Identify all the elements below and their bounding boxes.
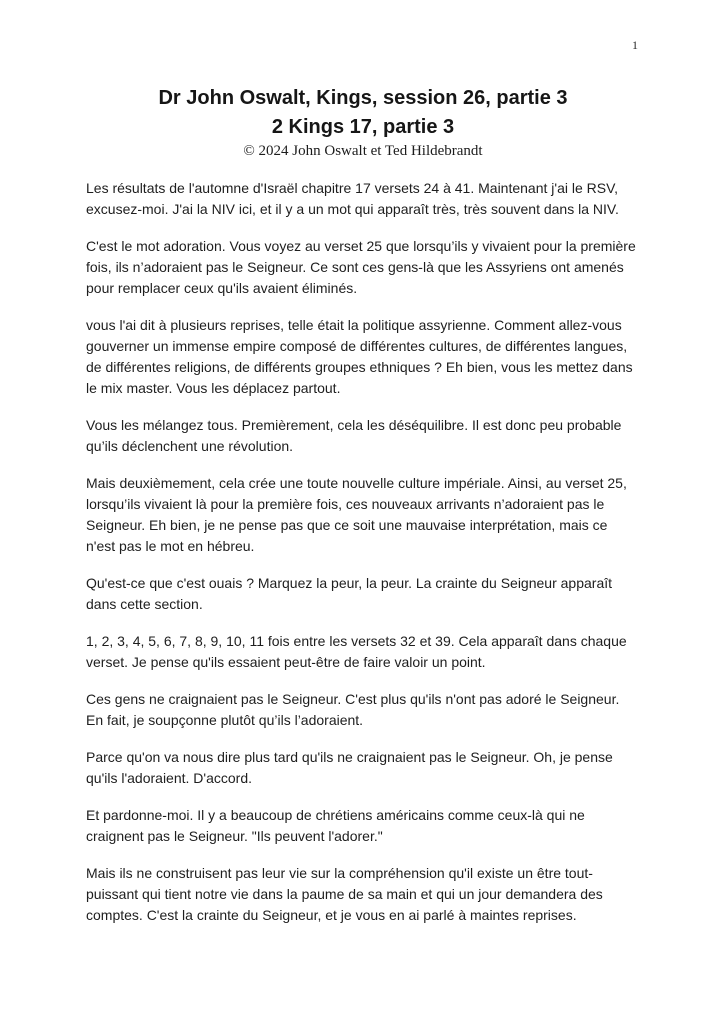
paragraph: Parce qu'on va nous dire plus tard qu'ils ne craignaient pas le Seigneur. Oh, je pense qu'ils l'adoraient. D'accord. bbox=[86, 749, 613, 786]
page-content bbox=[86, 84, 640, 942]
page-number: 1 bbox=[632, 38, 638, 52]
paragraph: Les résultats de l'automne d'Israël chapitre 17 versets 24 à 41. Maintenant j'ai le RSV, excusez-moi. J'ai la NIV ici, et il y a un mot qui apparaît très, très souvent dans la NIV. bbox=[86, 180, 619, 217]
document-title-line-1: Dr John Oswalt, Kings, session 26, partie 3 bbox=[158, 87, 568, 109]
copyright-line: © 2024 John Oswalt et Ted Hildebrandt bbox=[243, 143, 483, 159]
paragraph: Et pardonne-moi. Il y a beaucoup de chrétiens américains comme ceux-là qui ne craignent pas le Seigneur. "Ils peuvent l'adorer." bbox=[86, 807, 585, 844]
paragraph: vous l'ai dit à plusieurs reprises, telle était la politique assyrienne. Comment allez-vous gouverner un immense empire composé de différentes cultures, de différentes langues, de différentes religions, de différents groupes ethniques ? Eh bien, vous les mettez dans le mix master. Vous les déplacez partout. bbox=[86, 317, 633, 396]
paragraph: Qu'est-ce que c'est ouais ? Marquez la peur, la peur. La crainte du Seigneur apparaît dans cette section. bbox=[86, 575, 613, 612]
paragraph: C'est le mot adoration. Vous voyez au verset 25 que lorsqu’ils y vivaient pour la première fois, ils n’adoraient pas le Seigneur. Ce sont ces gens-là que les Assyriens ont amenés pour remplacer ceux qu'ils avaient éliminés. bbox=[86, 238, 636, 296]
paragraph: Ces gens ne craignaient pas le Seigneur. C'est plus qu'ils n'ont pas adoré le Seigneur. En fait, je soupçonne plutôt qu’ils l’adoraient. bbox=[86, 691, 620, 728]
paragraph: Vous les mélangez tous. Premièrement, cela les déséquilibre. Il est donc peu probable qu’ils déclenchent une révolution. bbox=[86, 417, 622, 454]
paragraph: 1, 2, 3, 4, 5, 6, 7, 8, 9, 10, 11 fois entre les versets 32 et 39. Cela apparaît dans chaque verset. Je pense qu'ils essaient peut-être de faire valoir un point. bbox=[86, 633, 627, 670]
paragraph: Mais deuxièmement, cela crée une toute nouvelle culture impériale. Ainsi, au verset 25, lorsqu’ils vivaient là pour la première fois, ces nouveaux arrivants n’adoraient pas le Seigneur. Eh bien, je ne pense pas que ce soit une mauvaise interprétation, mais ce n'est pas le mot en hébreu. bbox=[86, 475, 627, 554]
document-title-line-2: 2 Kings 17, partie 3 bbox=[271, 116, 455, 138]
paragraph: Mais ils ne construisent pas leur vie sur la compréhension qu'il existe un être tout-puissant qui tient notre vie dans la paume de sa main et qui un jour demandera des comptes. C'est la crainte du Seigneur, et je vous en ai parlé à maintes reprises. bbox=[86, 865, 603, 923]
transcript-body bbox=[86, 178, 640, 926]
